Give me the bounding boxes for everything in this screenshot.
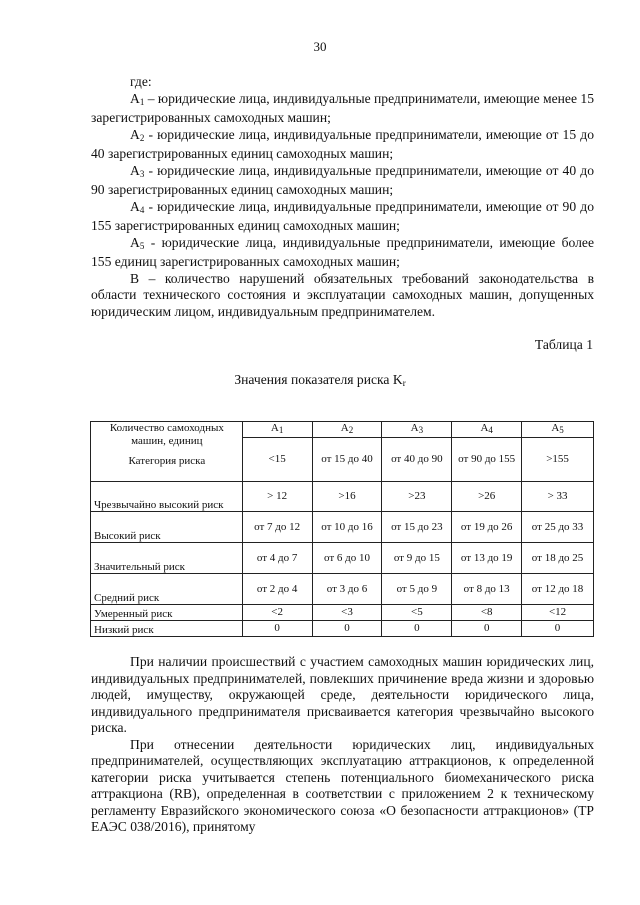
table-cell: 0 <box>452 621 522 637</box>
column-range: от 90 до 155 <box>452 438 522 482</box>
table-cell: от 12 до 18 <box>522 574 594 605</box>
risk-table <box>90 421 594 637</box>
table-cell: от 19 до 26 <box>452 512 522 543</box>
table-cell: >26 <box>452 482 522 512</box>
column-header: $A_4$ <box>452 422 522 438</box>
table-cell: <8 <box>452 605 522 621</box>
column-range: >155 <box>522 438 594 482</box>
table-cell: от 25 до 33 <box>522 512 594 543</box>
column-header: $A_3$ <box>382 422 452 438</box>
symbol-a: A <box>130 234 140 250</box>
table-cell: от 9 до 15 <box>382 543 452 574</box>
table-cell: >23 <box>382 482 452 512</box>
corner-bottom-label: Категория риска <box>128 455 206 467</box>
table-title-sub: r <box>402 378 406 388</box>
definition-text: - юридические лица, индивидуальные предприниматели, имеющие от 90 до 155 зарегистрированных единиц самоходных машин; <box>91 198 594 233</box>
risk-category: Высокий риск <box>91 512 243 543</box>
column-range: от 15 до 40 <box>312 438 382 482</box>
table-cell: от 5 до 9 <box>382 574 452 605</box>
table-cell: <12 <box>522 605 594 621</box>
corner-top-label: Количество самоходных машин, единиц <box>109 422 224 447</box>
definition-a2 <box>91 127 594 163</box>
column-range: от 40 до 90 <box>382 438 452 482</box>
symbol-sub: 3 <box>139 168 145 179</box>
table-cell: 0 <box>382 621 452 637</box>
paragraph-attractions: При отнесении деятельности юридических лиц, индивидуальных предпринимателей, осуществляющих эксплуатацию аттракционов, к определенной категории риска учитывается степень потенциального биомеханического риска аттракциона (RB), определенная в соответствии с приложением 2 к техническому регламенту Евразийского экономического союза «О безопасности аттракционов» (ТР ЕАЭС 038/2016), принятому <box>91 736 594 834</box>
symbol-a: A <box>130 126 140 142</box>
risk-category: Чрезвычайно высокий риск <box>91 482 243 512</box>
risk-category: Низкий риск <box>91 621 243 637</box>
column-header: $A_5$ <box>522 422 594 438</box>
closing-text-block <box>91 654 594 836</box>
table-cell: > 33 <box>522 482 594 512</box>
column-range: <15 <box>242 438 312 482</box>
table-cell: от 8 до 13 <box>452 574 522 605</box>
symbol-a: A <box>130 162 140 178</box>
table-cell: от 7 до 12 <box>242 512 312 543</box>
table-row <box>91 482 594 512</box>
table-cell: <5 <box>382 605 452 621</box>
symbol-sub: 5 <box>139 240 145 251</box>
definition-a1 <box>91 91 594 127</box>
symbol-a: A <box>130 198 140 214</box>
table-cell: от 10 до 16 <box>312 512 382 543</box>
table-cell: от 4 до 7 <box>242 543 312 574</box>
symbol-sub: 4 <box>139 204 145 215</box>
table-cell: от 13 до 19 <box>452 543 522 574</box>
risk-category: Значительный риск <box>91 543 243 574</box>
definition-b: В – количество нарушений обязательных требований законодательства в области технического состояния и эксплуатации самоходных машин, допущенных юридическим лицом, индивидуальным предпринимателем. <box>91 270 594 319</box>
table-cell: > 12 <box>242 482 312 512</box>
column-header: $A_1$ <box>242 422 312 438</box>
table-row <box>91 543 594 574</box>
table-cell: от 6 до 10 <box>312 543 382 574</box>
table-cell: 0 <box>312 621 382 637</box>
table-cell: <3 <box>312 605 382 621</box>
table-row <box>91 621 594 637</box>
table-row <box>91 512 594 543</box>
table-corner-cell <box>91 422 243 482</box>
definition-text: - юридические лица, индивидуальные предприниматели, имеющие от 40 до 90 зарегистрированных единиц самоходных машин; <box>91 162 594 197</box>
table-title <box>0 372 640 388</box>
definition-text: - юридические лица, индивидуальные предприниматели, имеющие более 155 единиц зарегистрированных самоходных машин; <box>91 234 594 269</box>
definition-a5 <box>91 235 594 271</box>
table-cell: <2 <box>242 605 312 621</box>
risk-category: Умеренный риск <box>91 605 243 621</box>
table-row <box>91 574 594 605</box>
table-caption: Таблица 1 <box>534 337 593 352</box>
column-header: $A_2$ <box>312 422 382 438</box>
symbol-sub: 1 <box>139 96 145 107</box>
table-cell: 0 <box>522 621 594 637</box>
risk-category: Средний риск <box>91 574 243 605</box>
paragraph-incidents: При наличии происшествий с участием самоходных машин юридических лиц, индивидуальных предпринимателей, повлекших причинение вреда жизни и здоровью людей, имуществу, окружающей среде, деятельности юридического лица, индивидуального предпринимателя присваивается категория чрезвычайно высокого риска. <box>91 654 594 735</box>
symbol-a: A <box>130 90 140 106</box>
symbol-sub: 2 <box>139 132 145 143</box>
definition-text: - юридические лица, индивидуальные предприниматели, имеющие от 15 до 40 зарегистрированных единиц самоходных машин; <box>91 126 594 161</box>
table-cell: от 18 до 25 <box>522 543 594 574</box>
table-cell: >16 <box>312 482 382 512</box>
table-cell: от 15 до 23 <box>382 512 452 543</box>
definitions-block <box>91 74 594 320</box>
table-cell: от 3 до 6 <box>312 574 382 605</box>
table-header-row <box>91 422 594 438</box>
definitions-intro: где: <box>130 74 152 89</box>
table-row <box>91 605 594 621</box>
table-cell: от 2 до 4 <box>242 574 312 605</box>
definition-text: – юридические лица, индивидуальные предприниматели, имеющие менее 15 зарегистрированных самоходных машин; <box>91 90 594 125</box>
table-cell: 0 <box>242 621 312 637</box>
table-title-main: Значения показателя риска K <box>234 372 403 387</box>
definition-a3 <box>91 163 594 199</box>
page-number: 30 <box>313 39 327 54</box>
definition-a4 <box>91 199 594 235</box>
